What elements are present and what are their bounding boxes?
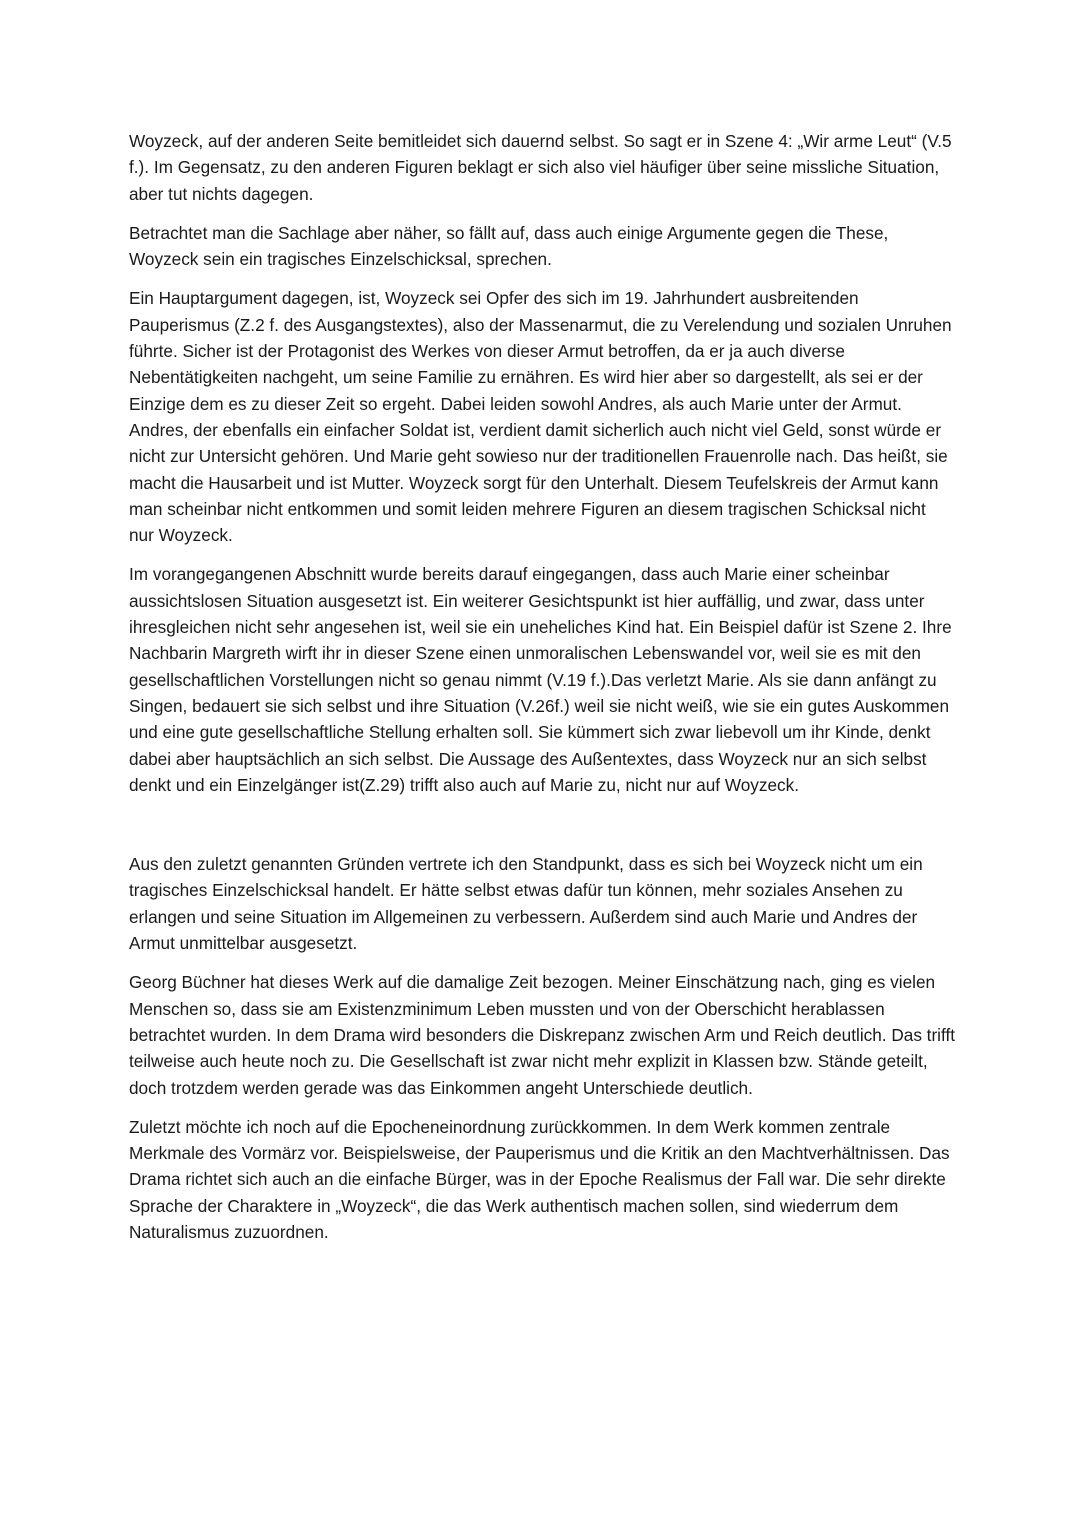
paragraph-2: Betrachtet man die Sachlage aber näher, so fällt auf, dass auch einige Argumente gegen die These, Woyzeck sein ein tragisches Einzelschicksal, sprechen. [129, 222, 889, 270]
paragraph-1: Woyzeck, auf der anderen Seite bemitleidet sich dauernd selbst. So sagt er in Szene 4: „Wir arme Leut“ (V.5 f.). Im Gegensatz, zu den anderen Figuren beklagt er sich also viel häufiger über seine missliche Situation, aber tut nichts dagegen. [129, 131, 952, 204]
paragraph-3: Ein Hauptargument dagegen, ist, Woyzeck sei Opfer des sich im 19. Jahrhundert ausbreitenden Pauperismus (Z.2 f. des Ausgangstextes), also der Massenarmut, die zu Verelendung und sozialen Unruhen führte. Sicher ist der Protagonist des Werkes von dieser Armut betroffen, da er ja auch diverse Nebentätigkeiten nachgeht, um seine Familie zu ernähren. Es wird hier aber so dargestellt, als sei er der Einzige dem es zu dieser Zeit so ergeht. Dabei leiden sowohl Andres, als auch Marie unter der Armut. Andres, der ebenfalls ein einfacher Soldat ist, verdient damit sicherlich auch nicht viel Geld, sonst würde er nicht zur Untersicht gehören. Und Marie geht sowieso nur der traditionellen Frauenrolle nach. Das heißt, sie macht die Hausarbeit und ist Mutter. Woyzeck sorgt für den Unterhalt. Diesem Teufelskreis der Armut kann man scheinbar nicht entkommen und somit leiden mehrere Figuren an diesem tragischen Schicksal nicht nur Woyzeck. [129, 288, 952, 546]
document-body [129, 128, 955, 1258]
paragraph-7: Zuletzt möchte ich noch auf die Epocheneinordnung zurückkommen. In dem Werk kommen zentrale Merkmale des Vormärz vor. Beispielsweise, der Pauperismus und die Kritik an den Machtverhältnissen. Das Drama richtet sich auch an die einfache Bürger, was in der Epoche Realismus der Fall war. Die sehr direkte Sprache der Charaktere in „Woyzeck“, die das Werk authentisch machen sollen, sind wiederrum dem Naturalismus zuzuordnen. [129, 1116, 950, 1242]
paragraph-5: Aus den zuletzt genannten Gründen vertrete ich den Standpunkt, dass es sich bei Woyzeck nicht um ein tragisches Einzelschicksal handelt. Er hätte selbst etwas dafür tun können, mehr soziales Ansehen zu erlangen und seine Situation im Allgemeinen zu verbessern. Außerdem sind auch Marie und Andres der Armut unmittelbar ausgesetzt. [129, 854, 923, 954]
paragraph-4: Im vorangegangenen Abschnitt wurde bereits darauf eingegangen, dass auch Marie einer scheinbar aussichtslosen Situation ausgesetzt ist. Ein weiterer Gesichtspunkt ist hier auffällig, und zwar, dass unter ihresgleichen nicht sehr angesehen ist, weil sie ein uneheliches Kind hat. Ein Beispiel dafür ist Szene 2. Ihre Nachbarin Margreth wirft ihr in dieser Szene einen unmoralischen Lebenswandel vor, weil sie es mit den gesellschaftlichen Vorstellungen nicht so genau nimmt (V.19 f.).Das verletzt Marie. Als sie dann anfängt zu Singen, bedauert sie sich selbst und ihre Situation (V.26f.) weil sie nicht weiß, wie sie ein gutes Auskommen und eine gute gesellschaftliche Stellung erhalten soll. Sie kümmert sich zwar liebevoll um ihr Kinde, denkt dabei aber hauptsächlich an sich selbst. Die Aussage des Außentextes, dass Woyzeck nur an sich selbst denkt und ein Einzelgänger ist(Z.29) trifft also auch auf Marie zu, nicht nur auf Woyzeck. [129, 564, 952, 795]
paragraph-6: Georg Büchner hat dieses Werk auf die damalige Zeit bezogen. Meiner Einschätzung nach, ging es vielen Menschen so, dass sie am Existenzminimum Leben mussten und von der Oberschicht herablassen betrachtet wurden. In dem Drama wird besonders die Diskrepanz zwischen Arm und Reich deutlich. Das trifft teilweise auch heute noch zu. Die Gesellschaft ist zwar nicht mehr explizit in Klassen bzw. Stände geteilt, doch trotzdem werden gerade was das Einkommen angeht Unterschiede deutlich. [129, 972, 956, 1098]
